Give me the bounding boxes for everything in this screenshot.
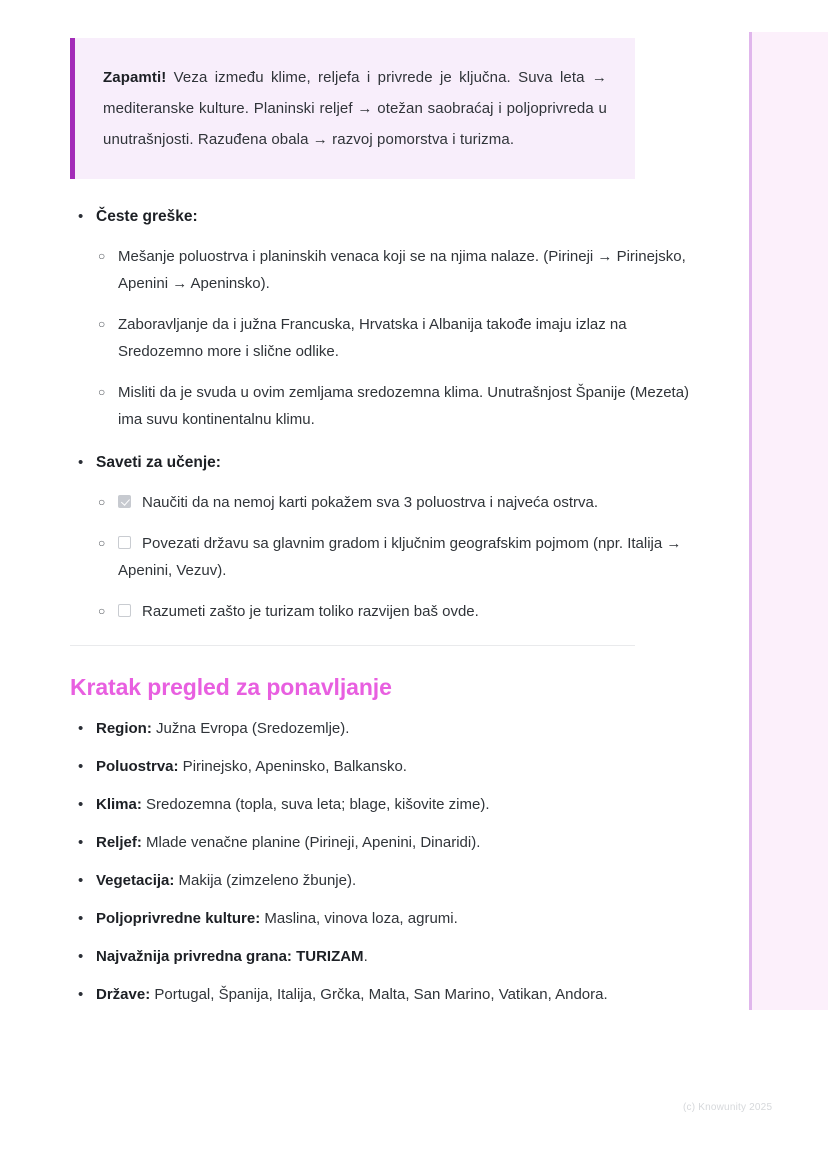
mistake-text: Misliti da je svuda u ovim zemljama sredozemna klima. Unutrašnjost Španije (Mezeta) ima suvu kontinentalnu klimu. (118, 384, 690, 428)
list-item (96, 311, 700, 365)
page-title: Kratak pregled za ponavljanje (70, 674, 392, 700)
remember-callout (70, 38, 635, 179)
tips-list (96, 489, 700, 625)
summary-value: . (363, 948, 368, 965)
list-item (70, 716, 616, 741)
disc-bullet-icon: • (78, 758, 84, 775)
summary-value: Južna Evropa (Sredozemlje). (151, 720, 350, 737)
mistake-text: Zaboravljanje da i južna Francuska, Hrvatska i Albanija takođe imaju izlaz na Sredozemno more i slične odlike. (118, 316, 627, 360)
summary-list (70, 716, 700, 1007)
summary-value: Mlade venačne planine (Pirineji, Apenini, Dinaridi). (141, 834, 481, 851)
summary-label: Reljef: (96, 834, 142, 851)
disc-bullet-icon: • (78, 796, 84, 813)
tips-heading-label: Saveti za učenje: (96, 454, 221, 471)
disc-bullet-icon: • (78, 948, 84, 965)
summary-label: Poluostrva: (96, 758, 179, 775)
disc-bullet-icon: • (78, 834, 84, 851)
disc-bullet-icon: • (78, 910, 84, 927)
list-item (70, 944, 616, 969)
mistakes-section (70, 205, 700, 433)
list-item (96, 243, 700, 297)
tips-heading-item (70, 451, 700, 625)
list-item (70, 792, 616, 817)
circle-bullet-icon: ○ (98, 495, 106, 509)
list-item (70, 982, 616, 1007)
summary-value: Portugal, Španija, Italija, Grčka, Malta, San Marino, Vatikan, Andora. (150, 986, 608, 1003)
tip-text: Razumeti zašto je turizam toliko razvijen baš ovde. (142, 603, 479, 620)
mistakes-heading-item (70, 205, 700, 433)
list-item (96, 379, 700, 433)
circle-bullet-icon: ○ (98, 385, 106, 399)
tip-text: Naučiti da na nemoj karti pokažem sva 3 poluostrva i najveća ostrva. (142, 494, 599, 511)
summary-value: Makija (zimzeleno žbunje). (174, 872, 357, 889)
summary-label: Države: (96, 986, 151, 1003)
section-divider (70, 645, 635, 646)
list-item (70, 906, 616, 931)
disc-bullet-icon: • (78, 454, 84, 471)
list-item (96, 598, 700, 625)
summary-label: Klima: (96, 796, 142, 813)
disc-bullet-icon: • (78, 986, 84, 1003)
summary-value: Maslina, vinova loza, agrumi. (260, 910, 458, 927)
task-checkbox-unchecked[interactable] (118, 604, 131, 617)
circle-bullet-icon: ○ (98, 604, 106, 618)
callout-body-text: Veza između klime, reljefa i privrede je ključna. Suva leta → mediteranske kulture. Planinski reljef → otežan saobraćaj i poljoprivreda u unutrašnjosti. Razuđena obala → razvoj pomorstva i turizma. (103, 69, 607, 148)
list-item (70, 868, 616, 893)
list-item (96, 530, 700, 584)
list-item (70, 754, 616, 779)
summary-label: Vegetacija: (96, 872, 175, 889)
circle-bullet-icon: ○ (98, 536, 106, 550)
disc-bullet-icon: • (78, 208, 84, 225)
callout-paragraph (103, 62, 607, 155)
callout-lead-label: Zapamti! (103, 69, 167, 86)
copyright-watermark: (c) Knowunity 2025 (683, 1102, 773, 1113)
task-checkbox-checked[interactable] (118, 495, 131, 508)
circle-bullet-icon: ○ (98, 249, 106, 263)
disc-bullet-icon: • (78, 720, 84, 737)
list-item (96, 489, 700, 516)
decorative-side-panel (749, 32, 828, 1010)
summary-label: Region: (96, 720, 152, 737)
tip-text: Povezati državu sa glavnim gradom i ključnim geografskim pojmom (npr. Italija → Apenini, Vezuv). (118, 535, 682, 579)
summary-label: Najvažnija privredna grana: TURIZAM (96, 948, 364, 965)
summary-label: Poljoprivredne kulture: (96, 910, 261, 927)
summary-value: Sredozemna (topla, suva leta; blage, kišovite zime). (141, 796, 490, 813)
mistake-text: Mešanje poluostrva i planinskih venaca koji se na njima nalaze. (Pirineji → Pirinejsko, Apenini → Apeninsko). (118, 248, 686, 292)
tips-section (70, 451, 700, 625)
task-checkbox-unchecked[interactable] (118, 536, 131, 549)
disc-bullet-icon: • (78, 872, 84, 889)
mistakes-heading-label: Česte greške: (96, 208, 198, 225)
list-item (70, 830, 616, 855)
circle-bullet-icon: ○ (98, 317, 106, 331)
mistakes-list (96, 243, 700, 433)
summary-value: Pirinejsko, Apeninsko, Balkansko. (178, 758, 407, 775)
